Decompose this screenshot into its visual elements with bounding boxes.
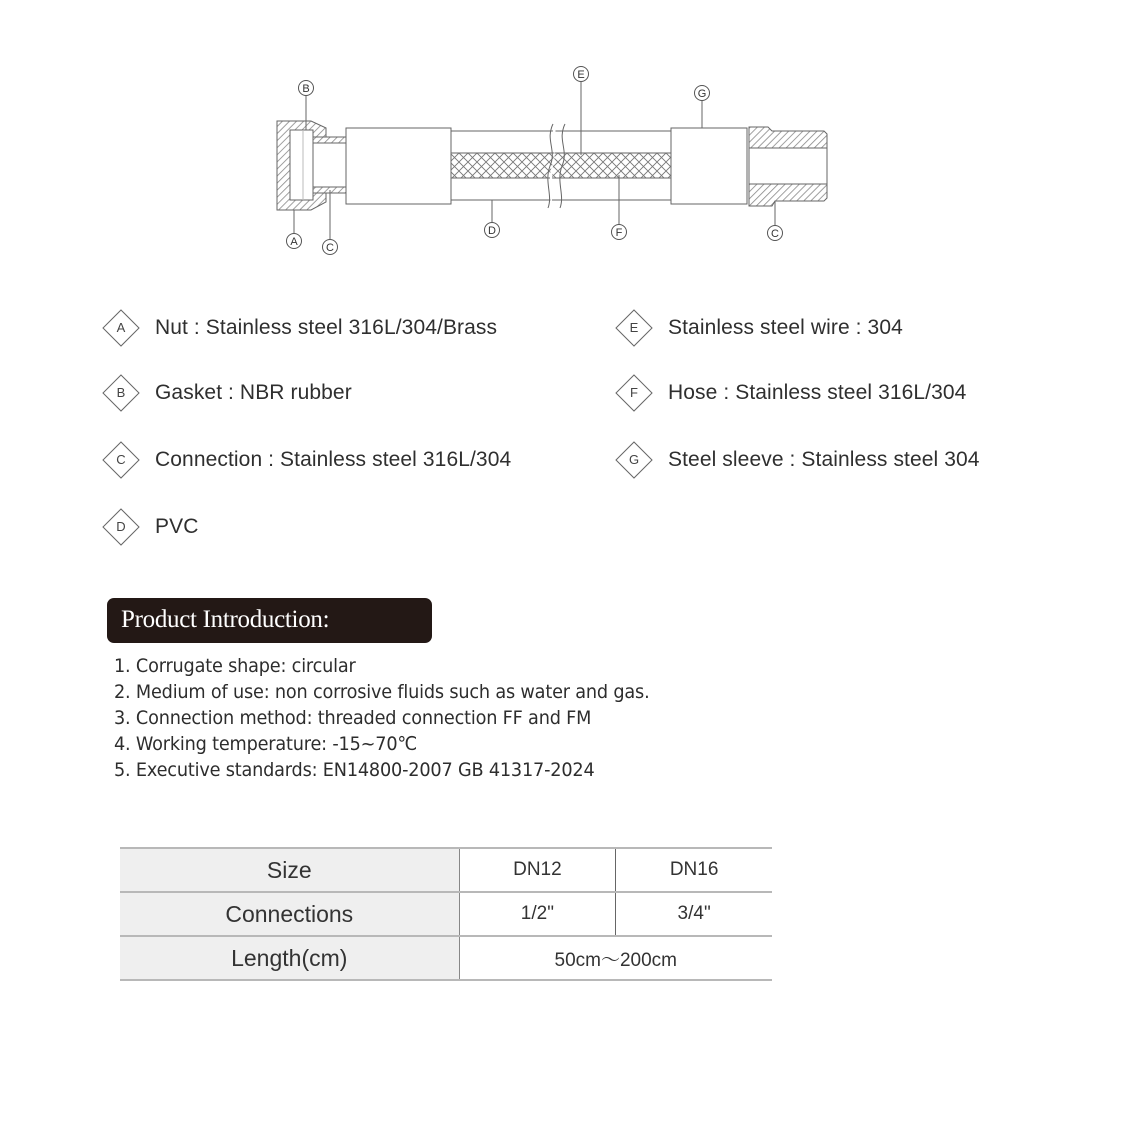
product-introduction-heading: Product Introduction:: [107, 598, 432, 643]
callout-e: [574, 67, 589, 82]
legend-text: Hose : Stainless steel 316L/304: [668, 381, 967, 404]
diamond-marker-icon: D: [101, 507, 141, 547]
legend-item-f: [614, 371, 966, 415]
diamond-marker-icon: E: [614, 308, 654, 348]
legend-text: Gasket : NBR rubber: [155, 381, 352, 404]
hose-cross-section-drawing: [0, 0, 1134, 280]
hose-diagram: [0, 0, 1134, 280]
intro-item: 5. Executive standards: EN14800-2007 GB 41317-2024: [114, 759, 595, 781]
intro-item: 4. Working temperature: -15~70℃: [114, 733, 418, 755]
intro-item: 1. Corrugate shape: circular: [114, 655, 356, 677]
legend-text: Nut : Stainless steel 316L/304/Brass: [155, 316, 498, 339]
diamond-marker-icon: G: [614, 440, 654, 480]
legend-item-b: [101, 371, 352, 415]
svg-text:G: G: [697, 88, 707, 100]
callout-f: [612, 225, 627, 240]
svg-text:A: A: [290, 236, 298, 248]
cell-value: DN12: [459, 848, 616, 892]
diamond-marker-icon: A: [101, 308, 141, 348]
callout-d: [485, 223, 500, 238]
callout-c-left: [323, 240, 338, 255]
diamond-marker-icon: B: [101, 373, 141, 413]
table-row-size: [120, 848, 772, 892]
legend-text: PVC: [155, 515, 199, 538]
svg-text:B: B: [302, 83, 310, 95]
intro-item: 2. Medium of use: non corrosive fluids such as water and gas.: [114, 681, 650, 703]
legend-item-e: [614, 306, 903, 350]
legend-text: Connection : Stainless steel 316L/304: [155, 448, 512, 471]
diamond-marker-icon: F: [614, 373, 654, 413]
svg-text:D: D: [488, 225, 496, 237]
legend-item-d: [101, 505, 198, 549]
legend-text: Steel sleeve : Stainless steel 304: [668, 448, 980, 471]
callout-c-right: [768, 226, 783, 241]
callout-g: [695, 86, 710, 101]
cell-value: DN16: [616, 848, 772, 892]
callout-b: [299, 81, 314, 96]
table-row-connections: [120, 892, 772, 936]
row-label: Connections: [120, 892, 459, 936]
legend-item-c: [101, 438, 511, 482]
product-introduction-list: [114, 653, 690, 783]
table-row-length: [120, 936, 772, 980]
callout-a: [287, 234, 302, 249]
svg-text:C: C: [771, 228, 779, 240]
row-label: Size: [120, 848, 459, 892]
specification-table: [120, 847, 772, 981]
diamond-marker-icon: C: [101, 440, 141, 480]
legend-text: Stainless steel wire : 304: [668, 316, 903, 339]
cell-value: 1/2": [459, 892, 616, 936]
legend-item-g: [614, 438, 980, 482]
cell-value: 3/4": [616, 892, 772, 936]
legend-item-a: [101, 306, 497, 350]
svg-text:C: C: [326, 242, 334, 254]
intro-item: 3. Connection method: threaded connection FF and FM: [114, 707, 592, 729]
svg-text:F: F: [615, 227, 623, 239]
svg-text:E: E: [577, 69, 585, 81]
row-label: Length(cm): [120, 936, 459, 980]
cell-value: 50cm～200cm: [459, 936, 772, 980]
